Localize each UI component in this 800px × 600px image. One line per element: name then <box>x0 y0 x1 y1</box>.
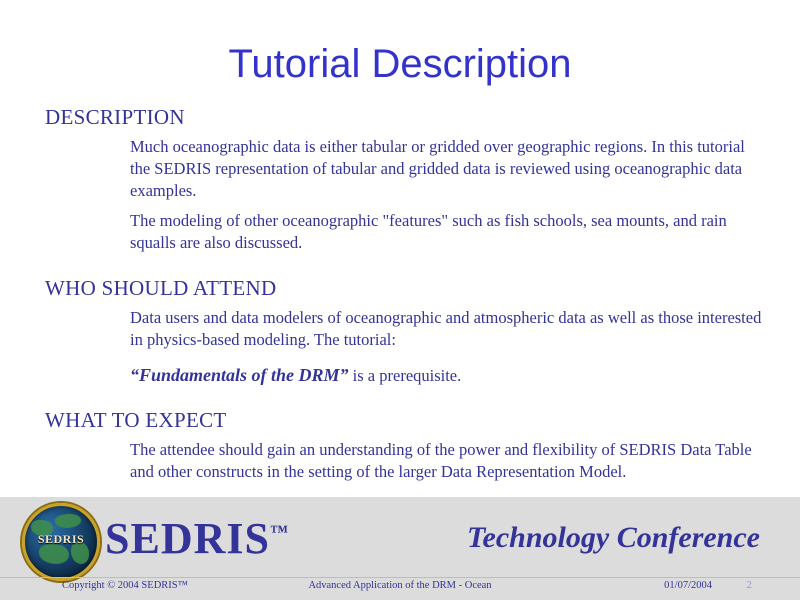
section-heading-what-to-expect: WHAT TO EXPECT <box>45 407 227 432</box>
who-should-attend-paragraph-1: Data users and data modelers of oceanographic and atmospheric data as well as those interested in physics-based modeling. The tutorial: <box>130 307 762 349</box>
what-to-expect-paragraph-1: The attendee should gain an understanding of the power and flexibility of SEDRIS Data Table and other constructs in the setting of the larger Data Representation Model. <box>130 439 752 481</box>
footer-presentation-title: Advanced Application of the DRM - Ocean <box>308 580 492 591</box>
brand-wordmark <box>105 513 289 564</box>
description-paragraph-1: Much oceanographic data is either tabular or gridded over geographic regions. In this tutorial the SEDRIS representation of tabular and gridded data is reviewed using oceanographic data examples. <box>130 137 745 200</box>
logo-badge-label: SEDRIS <box>37 532 85 546</box>
page-title: Tutorial Description <box>228 42 572 86</box>
footer-top-rule <box>0 495 800 497</box>
section-heading-who-should-attend: WHO SHOULD ATTEND <box>45 275 277 300</box>
prerequisite-suffix: is a prerequisite. <box>348 365 462 385</box>
section-heading-description: DESCRIPTION <box>45 105 185 129</box>
brand-text: SEDRIS <box>105 514 270 563</box>
trademark-symbol: ™ <box>269 521 289 542</box>
prerequisite-course-title: “Fundamentals of the DRM” <box>130 364 349 385</box>
slide-body <box>45 105 765 492</box>
footer-date: 01/07/2004 <box>664 580 712 591</box>
footer-meta <box>0 578 800 598</box>
sedris-globe-logo-icon <box>22 503 100 581</box>
footer-copyright: Copyright © 2004 SEDRIS™ <box>62 580 188 591</box>
slide-footer <box>0 495 800 600</box>
description-paragraph-2: The modeling of other oceanographic "features" such as fish schools, sea mounts, and rain squalls are also discussed. <box>130 210 727 252</box>
conference-title: Technology Conference <box>466 521 760 554</box>
prerequisite-line <box>45 365 765 386</box>
footer-page-number: 2 <box>746 579 752 591</box>
